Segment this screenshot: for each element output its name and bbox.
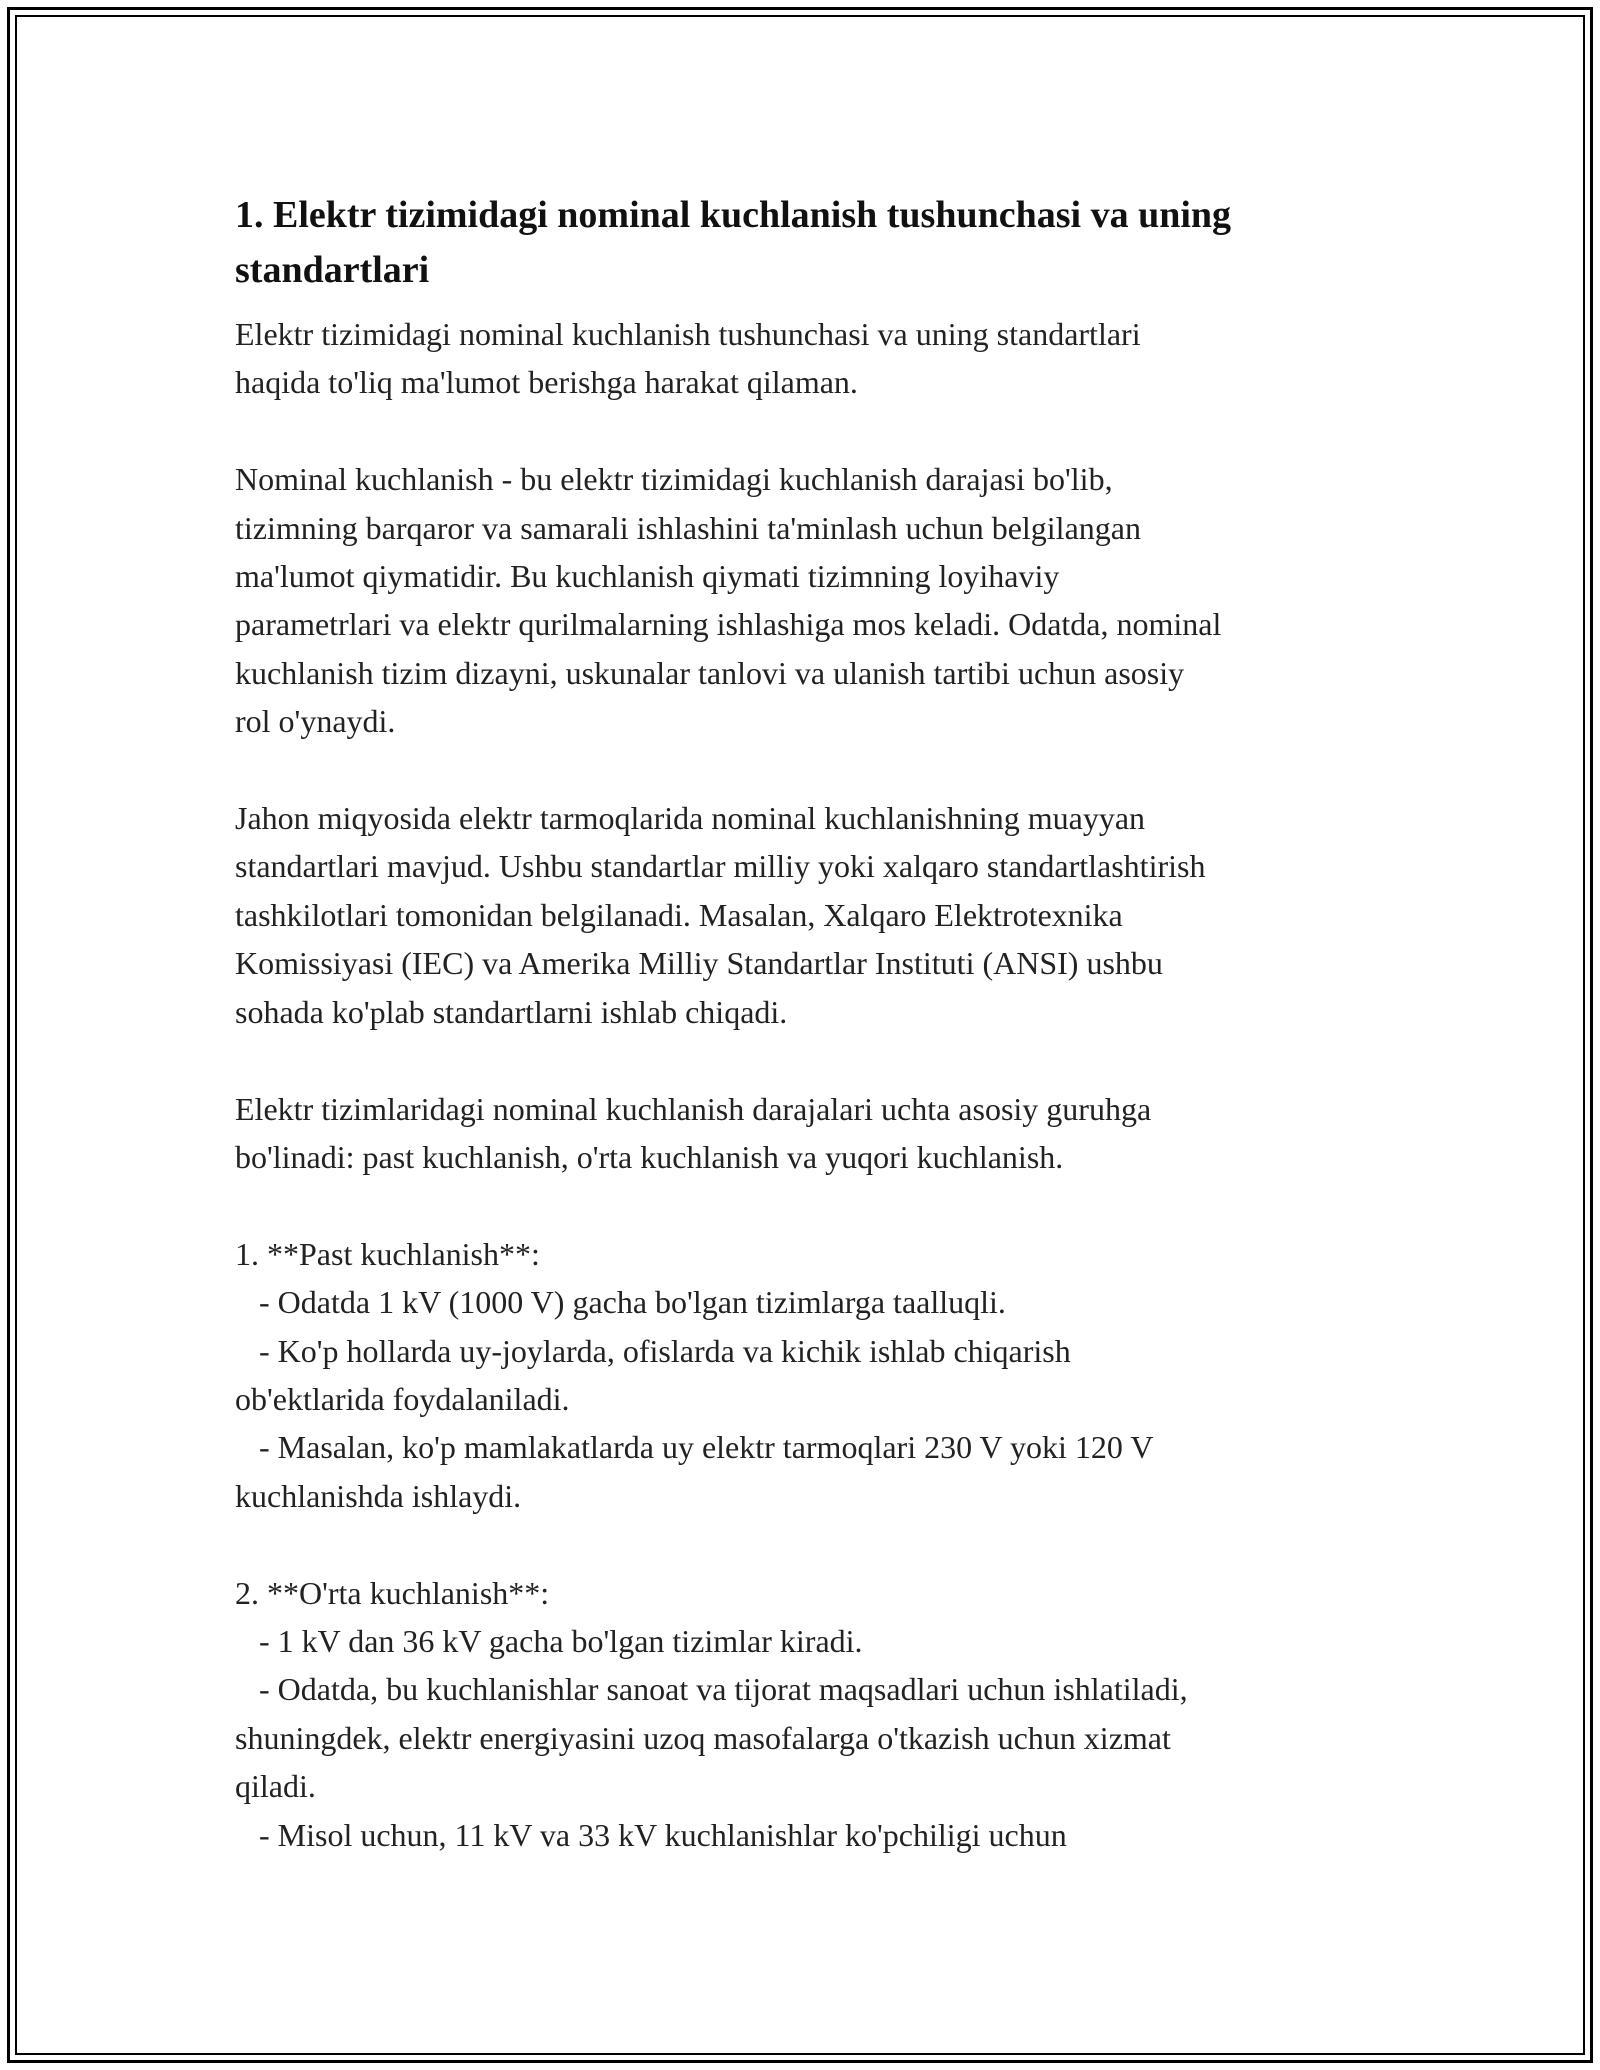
document-body: Elektr tizimidagi nominal kuchlanish tushunchasi va uning standartlari haqida to'liq ma'lumot berishga harakat qilaman. Nominal kuchlanish - bu elektr tizimidagi kuchlanish darajasi bo'lib, tizimning barqaror va samarali ishlashini ta'minlash uchun belgilangan ma'lumot qiymatidir. Bu kuchlanish qiymati tizimning loyihaviy parametrlari va elektr qurilmalarning ishlashiga mos keladi. Odatda, nominal kuchlanish tizim dizayni, uskunalar tanlovi va ulanish tartibi uchun asosiy rol o'ynaydi. Jahon miqyosida elektr tarmoqlarida nominal kuchlanishning muayyan standartlari mavjud. Ushbu standartlar milliy yoki xalqaro standartlashtirish tashkilotlari tomonidan belgilanadi. Masalan, Xalqaro Elektrotexnika Komissiyasi (IEC) va Amerika Milliy Standartlar Instituti (ANSI) ushbu sohada ko'plab standartlarni ishlab chiqadi. Elektr tizimlaridagi nominal kuchlanish darajalari uchta asosiy guruhga bo'linadi: past kuchlanish, o'rta kuchlanish va yuqori kuchlanish. 1. **Past kuchlanish**: - Odatda 1 kV (1000 V) gacha bo'lgan tizimlarga taalluqli. - Ko'p hollarda uy-joylarda, ofislarda va kichik ishlab chiqarish ob'ektlarida foydalaniladi. - Masalan, ko'p mamlakatlarda uy elektr tarmoqlari 230 V yoki 120 V kuchlanishda ishlaydi. 2. **O'rta kuchlanish**: - 1 kV dan 36 kV gacha bo'lgan tizimlar kiradi. - Odatda, bu kuchlanishlar sanoat va tijorat maqsadlari uchun ishlatiladi, shuningdek, elektr energiyasini uzoq masofalarga o'tkazish uchun xizmat qiladi. - Misol uchun, 11 kV va 33 kV kuchlanishlar ko'pchiligi uchun: [235, 316, 1222, 1853]
document-content: [235, 188, 1385, 1859]
document-title: 1. Elektr tizimidagi nominal kuchlanish tushunchasi va uning standartlari: [235, 194, 1232, 291]
